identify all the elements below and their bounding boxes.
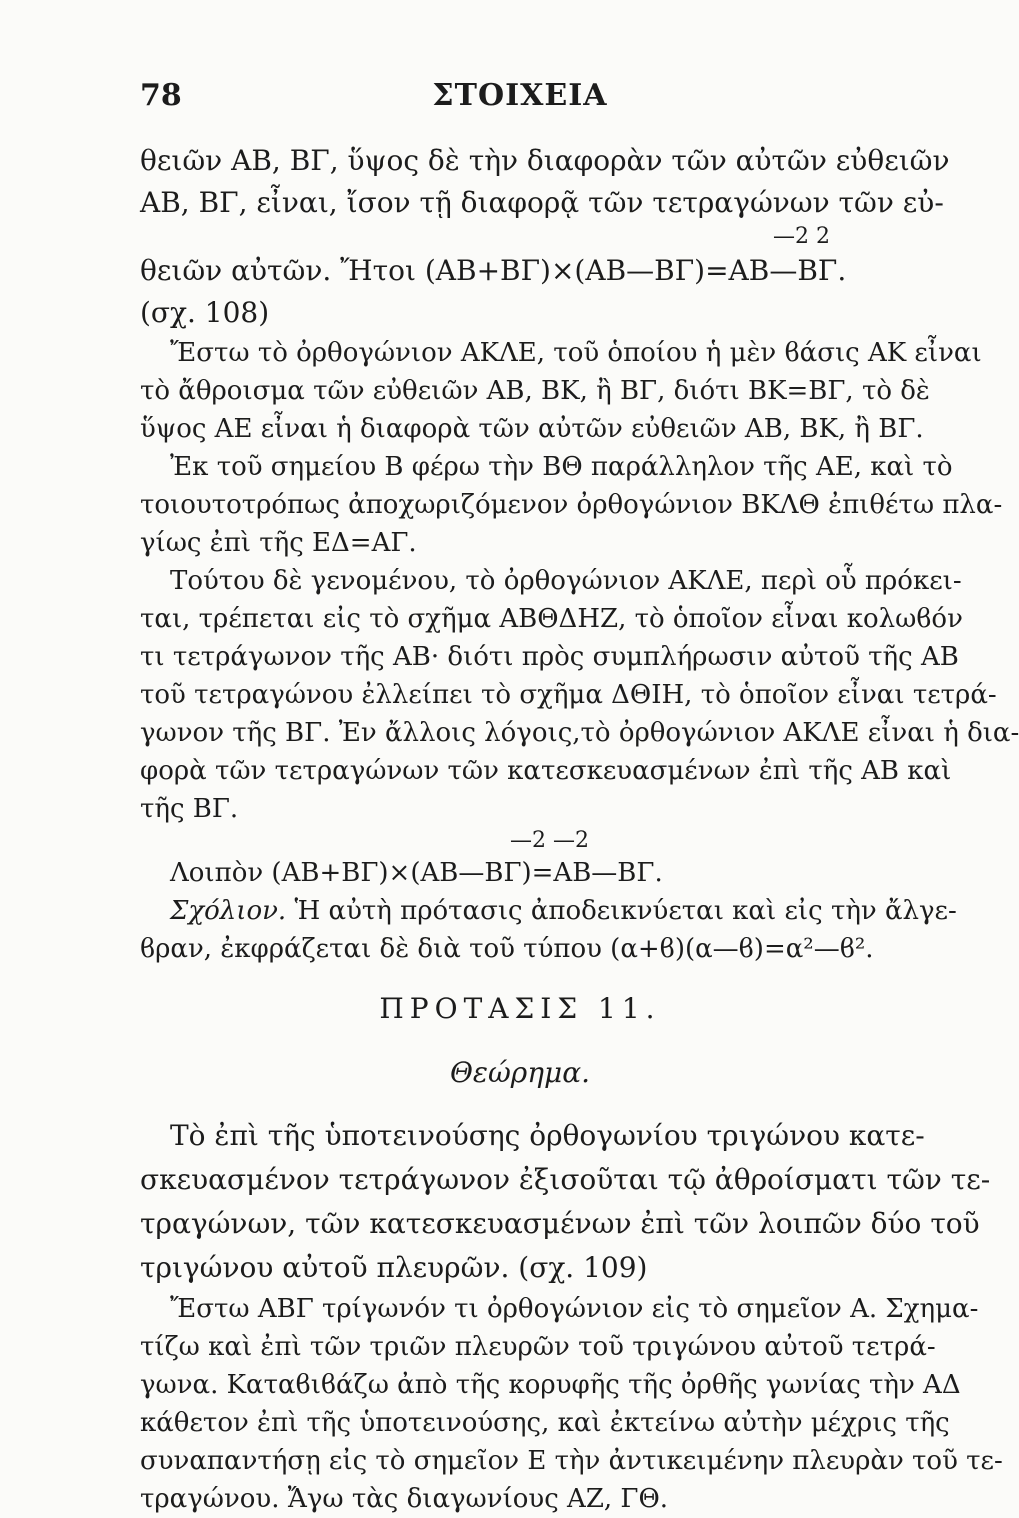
text-line: ται, τρέπεται εἰς τὸ σχῆμα ΑΒΘΔΗΖ, τὸ ὁποῖον εἶναι κολωϐόν (140, 604, 963, 634)
scholium-label: Σχόλιον. (170, 896, 287, 926)
text-line: ὕψος ΑΕ εἶναι ἡ διαφορὰ τῶν αὐτῶν εὐθειῶν ΑΒ, ΒΚ, ἢ ΒΓ. (140, 414, 924, 444)
text-line: συναπαντήσῃ εἰς τὸ σημεῖον Ε τὴν ἀντικειμένην πλευρὰν τοῦ τε- (140, 1446, 1003, 1476)
proposition-heading: ΠΡΟΤΑΣΙΣ 11. (379, 992, 661, 1025)
text-line: Λοιπὸν (ΑΒ+ΒΓ)×(ΑΒ—ΒΓ)=ΑΒ—ΒΓ. (170, 858, 663, 888)
text-line: Ἔστω τὸ ὀρθογώνιον ΑΚΛΕ, τοῦ ὁποίου ἡ μὲν ϐάσις ΑΚ εἶναι (170, 338, 982, 368)
text-line: τὸ ἄθροισμα τῶν εὐθειῶν ΑΒ, ΒΚ, ἢ ΒΓ, διότι ΒΚ=ΒΓ, τὸ δὲ (140, 376, 930, 406)
scholium-line (140, 892, 957, 930)
text-line: τι τετράγωνον τῆς ΑΒ· διότι πρὸς συμπλήρωσιν αὐτοῦ τῆς ΑΒ (140, 642, 959, 672)
text-line: γωνα. Καταϐιϐάζω ἀπὸ τῆς κορυφῆς τῆς ὀρθῆς γωνίας τὴν ΑΔ (140, 1370, 961, 1400)
theorem-line: σκευασμένον τετράγωνον ἐξισοῦται τῷ ἀθροίσματι τῶν τε- (140, 1163, 991, 1196)
text-line: (σχ. 108) (140, 296, 270, 329)
text-line: Ἔστω ΑΒΓ τρίγωνόν τι ὀρθογώνιον εἰς τὸ σημεῖον Α. Σχημα- (170, 1294, 979, 1324)
text-line: Τούτου δὲ γενομένου, τὸ ὀρθογώνιον ΑΚΛΕ, περὶ οὗ πρόκει- (170, 566, 962, 596)
text-line: θειῶν αὐτῶν. Ἤτοι (ΑΒ+ΒΓ)×(ΑΒ—ΒΓ)=ΑΒ—ΒΓ. (140, 254, 847, 287)
text-line: τοιουτοτρόπως ἀποχωριζόμενον ὀρθογώνιον ΒΚΛΘ ἐπιθέτω πλα- (140, 490, 1003, 520)
text-line: ΑΒ, ΒΓ, εἶναι, ἴσον τῇ διαφορᾷ τῶν τετραγώνων τῶν εὐ- (140, 186, 944, 219)
page-number: 78 (140, 78, 182, 113)
text-line: Ἐκ τοῦ σημείου Β φέρω τὴν ΒΘ παράλληλον τῆς ΑΕ, καὶ τὸ (170, 452, 953, 482)
theorem-line: Τὸ ἐπὶ τῆς ὑποτεινούσης ὀρθογωνίου τριγώνου κατε- (170, 1119, 925, 1152)
text-line: φορὰ τῶν τετραγώνων τῶν κατεσκευασμένων ἐπὶ τῆς ΑΒ καὶ (140, 756, 952, 786)
text-line: θειῶν ΑΒ, ΒΓ, ὕψος δὲ τὴν διαφορὰν τῶν αὐτῶν εὐθειῶν (140, 144, 950, 177)
text-line: γίως ἐπὶ τῆς ΕΔ=ΑΓ. (140, 528, 417, 558)
text-line: γωνον τῆς ΒΓ. Ἐν ἄλλοις λόγοις,τὸ ὀρθογώνιον ΑΚΛΕ εἶναι ἡ δια- (140, 718, 1019, 748)
theorem-line: τραγώνων, τῶν κατεσκευασμένων ἐπὶ τῶν λοιπῶν δύο τοῦ (140, 1207, 980, 1240)
text-line: ϐραν, ἐκφράζεται δὲ διὰ τοῦ τύπου (α+ϐ)(α—ϐ)=α²—ϐ². (140, 934, 874, 964)
page-body (140, 140, 1019, 1518)
theorem-line: τριγώνου αὐτοῦ πλευρῶν. (σχ. 109) (140, 1251, 648, 1284)
text-line: τῆς ΒΓ. (140, 794, 239, 824)
theorem-subheading: Θεώρημα. (449, 1056, 591, 1089)
formula-superscript: —2 —2 (510, 828, 589, 853)
running-title: ΣΤΟΙΧΕΙΑ (432, 78, 608, 113)
page-header (140, 78, 900, 118)
text-line: τοῦ τετραγώνου ἐλλείπει τὸ σχῆμα ΔΘΙΗ, τὸ ὁποῖον εἶναι τετρά- (140, 680, 997, 710)
text-line: τραγώνου. Ἄγω τὰς διαγωνίους ΑΖ, ΓΘ. (140, 1484, 669, 1514)
formula-superscript: —2 2 (773, 224, 830, 249)
text-line: κάθετον ἐπὶ τῆς ὑποτεινούσης, καὶ ἐκτείνω αὐτὴν μέχρις τῆς (140, 1408, 950, 1438)
scholium-text: Ἡ αὐτὴ πρότασις ἀποδεικνύεται καὶ εἰς τὴν ἄλγε- (286, 896, 957, 926)
text-line: τίζω καὶ ἐπὶ τῶν τριῶν πλευρῶν τοῦ τριγώνου αὐτοῦ τετρά- (140, 1332, 936, 1362)
